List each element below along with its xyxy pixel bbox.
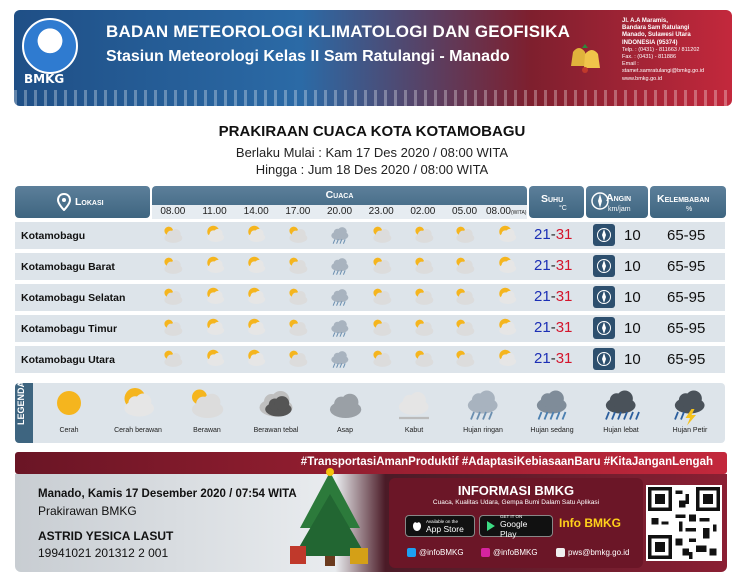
label-location: Lokasi xyxy=(75,196,104,208)
wind-speed: 10 xyxy=(624,351,641,368)
twitter-handle[interactable] xyxy=(407,548,464,557)
address-line: Telp. : (0431) - 811663 / 811202 xyxy=(622,46,700,53)
instagram-handle[interactable] xyxy=(481,548,538,557)
time-suffix: (WITA) xyxy=(510,210,527,216)
legend-item xyxy=(242,385,310,434)
app-store-label: App Store xyxy=(426,523,464,534)
label-wind-unit: km/jam xyxy=(608,206,631,213)
google-play-label: Google Play xyxy=(499,518,528,539)
email-icon xyxy=(556,548,565,557)
wind-direction-icon xyxy=(593,317,615,339)
qr-code[interactable] xyxy=(646,485,722,561)
time-label: 17.00 xyxy=(285,206,311,217)
legend-item-label: Cerah berawan xyxy=(114,427,162,434)
address-line: Bandara Sam Ratulangi xyxy=(622,25,690,32)
cloudy-icon xyxy=(403,255,445,278)
wind-direction-icon xyxy=(593,224,615,246)
legend-item xyxy=(173,385,241,434)
cloudy-icon xyxy=(277,348,319,371)
wind-speed: 10 xyxy=(624,258,641,275)
cloudy-icon xyxy=(361,286,403,309)
legend-label-box xyxy=(15,380,33,443)
temperature-range: 21-31 xyxy=(534,257,573,274)
rain-light-icon xyxy=(319,255,361,278)
temp-max: 31 xyxy=(555,226,573,243)
partly-cloudy-icon xyxy=(194,348,236,371)
forecaster-nip: 19941021 201312 2 001 xyxy=(38,546,169,560)
rain-light-icon xyxy=(319,317,361,340)
wind-direction-icon xyxy=(593,255,615,277)
cloudy-icon xyxy=(152,317,194,340)
legend-item xyxy=(104,385,172,434)
partly-cloudy-icon xyxy=(486,286,528,309)
partly-cloudy-icon xyxy=(236,224,278,247)
time-label: 14.00 xyxy=(243,206,269,217)
cloudy-icon xyxy=(361,348,403,371)
legend-item xyxy=(587,385,655,434)
rain-light-icon xyxy=(461,385,505,427)
forecast-title: PRAKIRAAN CUACA KOTA KOTAMOBAGU xyxy=(218,123,526,140)
cloudy-icon xyxy=(444,317,486,340)
legend-item-label: Cerah xyxy=(59,427,79,434)
label-humidity: Kelembaban xyxy=(657,193,710,205)
bmkg-logo xyxy=(22,18,78,74)
partly-cloudy-icon xyxy=(194,286,236,309)
cloudy-icon xyxy=(403,317,445,340)
cloudy-icon xyxy=(277,255,319,278)
table-row xyxy=(15,346,725,373)
label-wind: Angin xyxy=(606,192,632,204)
location-name: Kotamobagu Barat xyxy=(21,261,115,273)
location-name: Kotamobagu Utara xyxy=(21,354,115,366)
temperature-range: 21-31 xyxy=(534,226,573,243)
address-line: Manado, Sulawesi Utara xyxy=(622,32,691,39)
station-address xyxy=(622,18,732,83)
header-wind xyxy=(586,186,648,218)
partly-cloudy-icon xyxy=(194,317,236,340)
clear-icon xyxy=(47,385,91,427)
info-title: INFORMASI BMKG xyxy=(457,483,575,498)
logo-text: BMKG xyxy=(24,72,65,86)
legend-label: LEGENDA xyxy=(16,380,26,425)
time-label: 08.00 xyxy=(160,206,186,217)
fog-icon xyxy=(392,385,436,427)
legend-item-label: Hujan Petir xyxy=(672,427,708,434)
email-contact[interactable] xyxy=(556,548,629,557)
email-text: pws@bmkg.go.id xyxy=(568,548,630,557)
partly-cloudy-icon xyxy=(236,348,278,371)
cloudy-icon xyxy=(185,385,229,427)
hashtags: #TransportasiAmanProduktif #AdaptasiKebiasaanBaru #KitaJanganLengah xyxy=(300,456,713,468)
wind-speed: 10 xyxy=(624,227,641,244)
table-row xyxy=(15,284,725,311)
cloudy-icon xyxy=(444,255,486,278)
apple-icon xyxy=(412,520,422,532)
thunderstorm-icon xyxy=(668,385,712,427)
temp-min: 21 xyxy=(534,319,551,336)
temp-max: 31 xyxy=(555,288,573,305)
humidity-value: 65-95 xyxy=(667,227,706,244)
cloudy-icon xyxy=(361,224,403,247)
legend-item xyxy=(311,385,379,434)
humidity-value: 65-95 xyxy=(667,258,706,275)
label-temperature-unit: °C xyxy=(559,205,567,212)
partly-cloudy-icon xyxy=(486,224,528,247)
instagram-icon xyxy=(481,548,490,557)
christmas-bell-icon xyxy=(565,40,605,80)
cloudy-icon xyxy=(277,317,319,340)
humidity-value: 65-95 xyxy=(667,351,706,368)
header-location xyxy=(15,186,150,218)
smoke-icon xyxy=(323,385,367,427)
label-humidity-unit: % xyxy=(686,206,693,213)
cloudy-icon xyxy=(152,224,194,247)
legend-item-label: Hujan lebat xyxy=(603,427,639,434)
time-label: 05.00 xyxy=(452,206,478,217)
wind-speed: 10 xyxy=(624,289,641,306)
weather-cells xyxy=(152,255,528,278)
weather-cells xyxy=(152,286,528,309)
partly-cloudy-icon xyxy=(116,385,160,427)
temp-min: 21 xyxy=(534,288,551,305)
rain-moderate-icon xyxy=(530,385,574,427)
cloudy-icon xyxy=(152,286,194,309)
weather-cells xyxy=(152,348,528,371)
cloudy-icon xyxy=(403,286,445,309)
temp-min: 21 xyxy=(534,257,551,274)
cloudy-icon xyxy=(277,224,319,247)
forecaster-name: ASTRID YESICA LASUT xyxy=(38,529,174,543)
partly-cloudy-icon xyxy=(486,317,528,340)
wind-direction-icon xyxy=(593,348,615,370)
legend-item-label: Asap xyxy=(337,427,353,434)
location-name: Kotamobagu Timur xyxy=(21,323,118,335)
table-row xyxy=(15,253,725,280)
temperature-range: 21-31 xyxy=(534,288,573,305)
time-label: 23.00 xyxy=(368,206,394,217)
time-label: 02.00 xyxy=(410,206,436,217)
cloudy-icon xyxy=(277,286,319,309)
temp-max: 31 xyxy=(555,319,573,336)
rain-light-icon xyxy=(319,224,361,247)
snow-decoration xyxy=(14,90,732,106)
app-store-badge[interactable] xyxy=(405,515,475,537)
temperature-range: 21-31 xyxy=(534,350,573,367)
cloudy-icon xyxy=(361,317,403,340)
header-title: BADAN METEOROLOGI KLIMATOLOGI DAN GEOFISIKA xyxy=(106,22,571,41)
legend-item xyxy=(518,385,586,434)
twitter-icon xyxy=(407,548,416,557)
legend-item-label: Berawan tebal xyxy=(253,427,299,434)
partly-cloudy-icon xyxy=(486,255,528,278)
overcast-icon xyxy=(254,385,298,427)
address-line: stamet.samratulangi@bmkg.go.id xyxy=(622,68,705,75)
temp-min: 21 xyxy=(534,226,551,243)
header-temperature xyxy=(529,186,584,218)
hashtag-bar xyxy=(15,452,727,474)
google-play-icon xyxy=(486,520,496,532)
legend-item-label: Hujan sedang xyxy=(530,427,574,434)
google-play-badge[interactable] xyxy=(479,515,553,537)
wind-direction-icon xyxy=(593,286,615,308)
issued-datetime: Manado, Kamis 17 Desember 2020 / 07:54 WITA xyxy=(38,488,297,500)
forecaster-role: Prakirawan BMKG xyxy=(38,504,137,518)
partly-cloudy-icon xyxy=(194,255,236,278)
app-store-small: Available on the xyxy=(426,518,458,524)
time-label: 20.00 xyxy=(327,206,353,217)
rain-heavy-icon xyxy=(599,385,643,427)
address-line: Email : xyxy=(622,61,639,68)
weather-cells xyxy=(152,224,528,247)
cloudy-icon xyxy=(444,224,486,247)
partly-cloudy-icon xyxy=(486,348,528,371)
legend-item-label: Hujan ringan xyxy=(463,427,503,434)
humidity-value: 65-95 xyxy=(667,320,706,337)
address-line: INDONESIA (95374) xyxy=(622,39,678,46)
address-line: Jl. A.A Maramis, xyxy=(622,18,668,24)
humidity-value: 65-95 xyxy=(667,289,706,306)
valid-to: Hingga : Jum 18 Des 2020 / 08:00 WITA xyxy=(255,162,489,177)
header-humidity xyxy=(650,186,726,218)
cloudy-icon xyxy=(361,255,403,278)
label-temperature: Suhu xyxy=(541,193,564,205)
partly-cloudy-icon xyxy=(194,224,236,247)
legend-item xyxy=(380,385,448,434)
legend-item xyxy=(35,385,103,434)
location-name: Kotamobagu xyxy=(21,230,86,242)
legend xyxy=(15,380,725,443)
location-name: Kotamobagu Selatan xyxy=(21,292,126,304)
label-weather: Cuaca xyxy=(325,189,354,201)
legend-item xyxy=(656,385,724,434)
cloudy-icon xyxy=(403,224,445,247)
rain-light-icon xyxy=(319,348,361,371)
header-subtitle: Stasiun Meteorologi Kelas II Sam Ratulangi - Manado xyxy=(106,48,510,65)
temperature-range: 21-31 xyxy=(534,319,573,336)
info-subtitle: Cuaca, Kualitas Udara, Gempa Bumi Dalam Satu Aplikasi xyxy=(432,499,600,506)
table-row xyxy=(15,315,725,342)
partly-cloudy-icon xyxy=(236,286,278,309)
address-line: Fax. : (0431) - 811886 xyxy=(622,54,677,61)
time-label: 08.00(WITA) xyxy=(485,206,527,217)
cloudy-icon xyxy=(152,348,194,371)
twitter-text: @infoBMKG xyxy=(419,548,464,557)
weather-cells xyxy=(152,317,528,340)
legend-item-label: Berawan xyxy=(193,427,221,434)
legend-item-label: Kabut xyxy=(404,427,424,434)
cloudy-icon xyxy=(444,348,486,371)
rain-light-icon xyxy=(319,286,361,309)
table-row xyxy=(15,222,725,249)
location-pin-icon xyxy=(57,193,71,211)
cloudy-icon xyxy=(444,286,486,309)
instagram-text: @infoBMKG xyxy=(493,548,538,557)
temp-min: 21 xyxy=(534,350,551,367)
valid-from: Berlaku Mulai : Kam 17 Des 2020 / 08:00 WITA xyxy=(235,145,509,160)
app-name: Info BMKG xyxy=(559,516,621,530)
cloudy-icon xyxy=(403,348,445,371)
temp-max: 31 xyxy=(555,350,573,367)
wind-speed: 10 xyxy=(624,320,641,337)
partly-cloudy-icon xyxy=(236,317,278,340)
christmas-tree-icon xyxy=(290,468,370,568)
cloudy-icon xyxy=(152,255,194,278)
legend-item xyxy=(449,385,517,434)
time-header-row xyxy=(152,205,527,219)
google-play-small: GET IT ON xyxy=(499,513,523,519)
time-label: 11.00 xyxy=(202,206,227,217)
address-line: www.bmkg.go.id xyxy=(622,75,663,82)
partly-cloudy-icon xyxy=(236,255,278,278)
temp-max: 31 xyxy=(555,257,573,274)
